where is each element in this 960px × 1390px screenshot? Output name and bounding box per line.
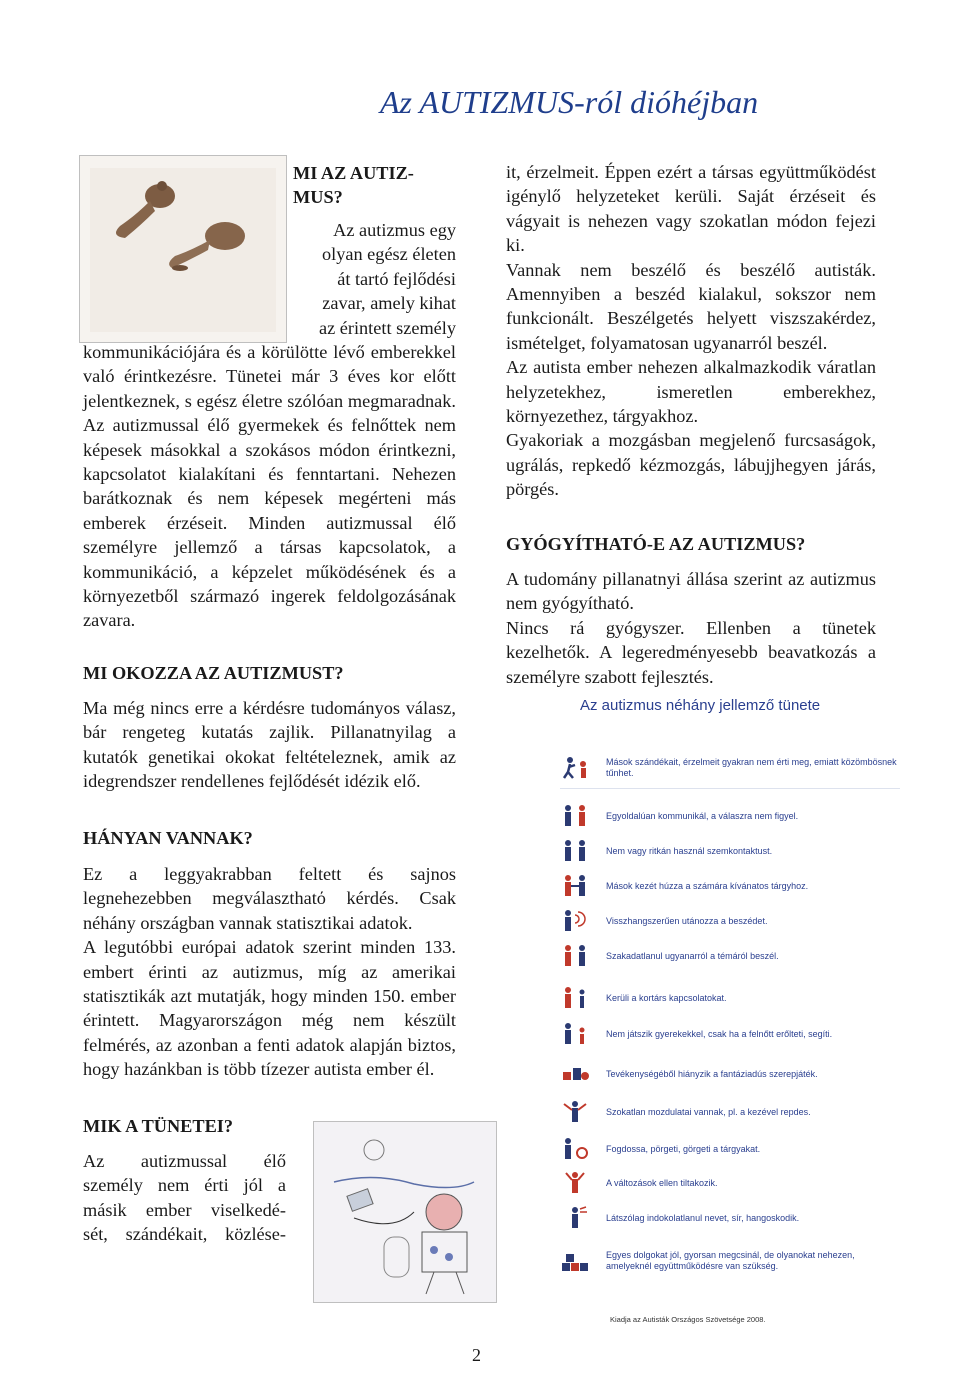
laughing-person-icon (560, 1206, 590, 1230)
narrow-line: olyan egész életen (322, 244, 456, 265)
infographic-item (560, 1133, 900, 1165)
infographic-item-label: Szakadatlanul ugyanarról a témáról beszél. (606, 950, 779, 961)
right-paragraph: Gyakoriak a mozgásban megjelenő furcsaságok, ugrálás, repkedő kézmozgás, lábujjhegyen járás, pörgés. (506, 430, 876, 500)
infographic-item (560, 1018, 900, 1050)
narrow-line: át tartó fejlődési (337, 268, 456, 289)
section2-heading: MI OKOZZA AZ AUTIZMUST? (83, 663, 344, 683)
section3-paragraph: A legutóbbi európai adatok szerint minden 133. embert érinti az autizmus, míg az amerikai statisztikák azt mutatják, hogy minden 150. ember érintett. Magyarországon még nem készült felmérés, az azonban a fenti adatok alapján biztos, hogy hazánkban is több tízezer autista ember él. (83, 937, 456, 1080)
narrow-line: zavar, amely kihat (322, 293, 456, 314)
right-column-text (506, 160, 876, 502)
section1-heading-line2: MUS? (293, 187, 343, 207)
infographic-item (560, 870, 900, 902)
echo-speech-icon (560, 909, 590, 933)
narrow-line: sét, szándékait, közlése- (83, 1224, 286, 1245)
page-title: Az AUTIZMUS-ról dióhéjban (380, 84, 759, 120)
infographic-item-label: Mások szándékait, érzelmeit gyakran nem érti meg, emiatt közömbösnek tűnhet. (606, 757, 897, 778)
child-drawing (314, 1122, 496, 1302)
playing-icon (560, 1022, 590, 1046)
infographic-item-label: Kerüli a kortárs kapcsolatokat. (606, 992, 727, 1003)
clay-figures-drawing (80, 156, 286, 342)
alone-person-icon (560, 986, 590, 1010)
section1-narrow-text (293, 218, 456, 340)
infographic-item-label: Szokatlan mozdulatai vannak, pl. a kezével repdes. (606, 1106, 811, 1117)
infographic-item (560, 1058, 900, 1090)
infographic-item (560, 800, 900, 832)
right-paragraph2: Nincs rá gyógyszer. Ellenben a tünetek kezelhetők. A legeredményesebb beavatkozás a személyre szabott fejlesztés. (506, 617, 876, 687)
infographic-item (560, 1167, 900, 1199)
infographic-item-label: Fogdossa, pörgeti, görgeti a tárgyakat. (606, 1143, 761, 1154)
right-heading: GYÓGYÍTHATÓ-E AZ AUTIZMUS? (506, 534, 806, 554)
infographic-item-label: Egyoldalúan kommunikál, a válaszra nem figyel. (606, 810, 799, 821)
section3-body (83, 862, 456, 1082)
spinning-object-icon (560, 1137, 590, 1161)
section1-heading (293, 161, 463, 209)
section4-heading: MIK A TÜNETEI? (83, 1116, 234, 1136)
person-walking-icon (560, 756, 590, 780)
infographic-item-label: Egyes dolgokat jól, gyorsan megcsinál, de olyanokat nehezen, amelyeknél együttműködésre van szükség. (606, 1250, 855, 1271)
right-paragraph: Vannak nem beszélő és beszélő autisták. Amennyiben a beszéd kialakul, sokszor nem funkcionált. Beszélgetés helyett viszszakérdez, ismételget, folyamatosan ugyanarról beszél. (506, 259, 876, 353)
section1-heading-line1: MI AZ AUTIZ- (293, 163, 414, 183)
right-paragraph: Az autista ember nehezen alkalmazkodik váratlan helyzetekhez, ismeretlen emberekhez, környezethez, tárgyakhoz. (506, 357, 876, 427)
page-number: 2 (472, 1345, 481, 1365)
infographic-item-label: A változások ellen tiltakozik. (606, 1177, 718, 1188)
narrow-line: másik ember viselkedé- (83, 1199, 286, 1220)
infographic-item-label: Tevékenységéből hiányzik a fantáziadús szerepjáték. (606, 1068, 818, 1079)
flapping-hands-icon (560, 1100, 590, 1124)
infographic-footer: Kiadja az Autisták Országos Szövetsége 2008. (610, 1315, 766, 1324)
blocks-icon (560, 1249, 590, 1273)
infographic-item (560, 982, 900, 1014)
narrow-line: személy nem érti jól a (83, 1175, 286, 1196)
infographic-item (560, 1096, 900, 1128)
right-paragraph2: A tudomány pillanatnyi állása szerint az autizmus nem gyógyítható. (506, 569, 876, 614)
right-column-text2 (506, 567, 876, 689)
infographic-item-label: Nem vagy ritkán használ szemkontaktust. (606, 845, 773, 856)
section2-body: Ma még nincs erre a kérdésre tudományos válasz, bár rengeteg kutatás zajlik. Pillanatnyilag a kutatók genetikai okokat feltételeznek, amik az idegrendszer rendellenes fejlődését idézik elő. (83, 698, 456, 792)
toys-icon (560, 1062, 590, 1086)
narrow-line: Az autizmus egy (333, 220, 456, 240)
talking-icon (560, 944, 590, 968)
infographic-item-label: Visszhangszerűen utánozza a beszédet. (606, 915, 768, 926)
infographic-item (560, 1202, 900, 1234)
section3-heading: HÁNYAN VANNAK? (83, 828, 253, 848)
section3-paragraph: Ez a leggyakrabban feltett és sajnos legnehezebben megválaszthatό kérdés. Csak néhány országban vannak statisztikai adatok. (83, 864, 456, 933)
section4-narrow-text (83, 1149, 286, 1247)
section1-body: kommunikációjára és a körülötte lévő emberekkel való érintkezésre. Tünetei már 3 éves kor előtt jelentkeznek, s egész életre szólóan megmaradnak. Az autizmussal élő gyermekek és felnőttek nem képesek másokkal a szokásos módon érintkezni, kapcsolatot kialakítani és fenntartani. Nehezen barátkoznak és nem képesek megérteni más emberek érzéseit. Minden autizmussal élő személyre jellemző a társas kapcsolatok, a kommunikáció, a képzelet működésének és a környezetből származó ingerek feldolgozásának zavara. (83, 342, 456, 631)
infographic-item (560, 752, 900, 784)
eye-contact-icon (560, 839, 590, 863)
protest-icon (560, 1171, 590, 1195)
hand-pulling-icon (560, 874, 590, 898)
clay-figures-photo (79, 155, 287, 343)
divider (560, 788, 900, 789)
infographic-item (560, 1245, 900, 1277)
child-drawing-picture (313, 1121, 497, 1303)
infographic-title: Az autizmus néhány jellemző tünete (580, 697, 821, 714)
narrow-line: az érintett személy (318, 317, 456, 338)
infographic-item (560, 835, 900, 867)
two-people-icon (560, 804, 590, 828)
infographic-item (560, 905, 900, 937)
infographic-item-label: Mások kezét húzza a számára kívánatos tárgyhoz. (606, 880, 809, 891)
infographic-item-label: Látszólag indokolatlanul nevet, sír, hangoskodik. (606, 1212, 800, 1223)
infographic-item (560, 940, 900, 972)
infographic-item-label: Nem játszik gyerekekkel, csak ha a felnőtt erőlteti, segíti. (606, 1028, 833, 1039)
right-paragraph: it, érzelmeit. Éppen ezért a társas együttműködést igénylő helyzeteket kerüli. Saját érzéseit és vágyait is nehezen vagy szokatlan módon fejezi ki. (506, 162, 876, 256)
narrow-line: Az autizmussal élő (83, 1151, 286, 1171)
